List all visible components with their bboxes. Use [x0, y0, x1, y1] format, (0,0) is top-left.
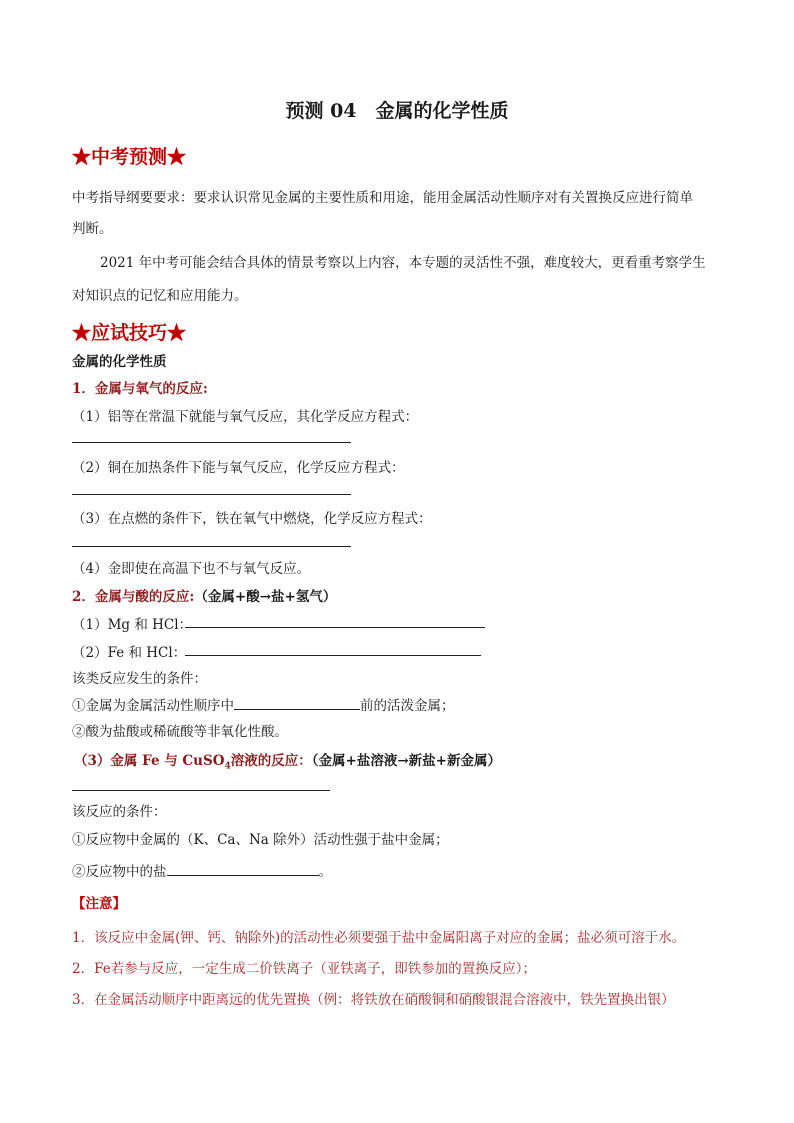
answer-line [72, 790, 330, 791]
item3-heading-red-a: （3）金属 Fe 与 CuSO [74, 753, 225, 769]
answer-blank [234, 695, 360, 710]
subheading: 金属的化学性质 [72, 354, 167, 370]
paragraph-forecast-line1: 2021 年中考可能会结合具体的情景考察以上内容，本专题的灵活性不强，难度较大，更看重考察学生 [100, 255, 706, 271]
item2-heading [72, 585, 336, 605]
notice-item1: 1．该反应中金属(钾、钙、钠除外)的活动性必须要强于盐中金属阳离子对应的金属；盐必须可溶于水。 [72, 930, 686, 946]
answer-blank [167, 861, 319, 876]
item3-condition2-after: 。 [318, 864, 332, 880]
paragraph-forecast-line2: 对知识点的记忆和应用能力。 [72, 288, 248, 304]
item3-heading [74, 749, 501, 772]
item2-condition1-after: 前的活泼金属； [360, 698, 455, 714]
item3-heading-subscript: 4 [224, 761, 231, 772]
answer-line [185, 627, 485, 628]
section-heading-forecast: ★中考预测★ [72, 146, 187, 168]
page-title: 预测 04 金属的化学性质 [285, 100, 509, 122]
notice-title: 【注意】 [72, 896, 126, 912]
paragraph-guideline-line1: 中考指导纲要要求：要求认识常见金属的主要性质和用途，能用金属活动性顺序对有关置换反应进行简单 [72, 190, 693, 206]
item2-fe: （2）Fe 和 HCl： [72, 645, 187, 661]
paragraph-guideline-line2: 判断。 [72, 221, 113, 237]
item3-heading-formula: （金属+盐溶液→新盐+新金属） [311, 753, 501, 769]
item2-mg: （1）Mg 和 HCl： [72, 617, 193, 633]
item2-condition-title: 该类反应发生的条件： [72, 671, 207, 687]
answer-line [72, 546, 351, 547]
item3-condition1: ①反应物中金属的（K、Ca、Na 除外）活动性强于盐中金属； [72, 832, 449, 848]
answer-line [185, 655, 481, 656]
item2-heading-red: 2．金属与酸的反应: [72, 589, 195, 605]
item3-condition2-before: ②反应物中的盐 [72, 864, 167, 880]
item1-question3: （3）在点燃的条件下，铁在氧气中燃烧，化学反应方程式： [72, 511, 432, 527]
item2-condition1 [72, 694, 455, 714]
answer-line [72, 494, 351, 495]
item3-condition-title: 该反应的条件： [72, 804, 167, 820]
section-heading-skills: ★应试技巧★ [72, 322, 187, 344]
item1-question1: （1）铝等在常温下就能与氧气反应，其化学反应方程式： [72, 409, 419, 425]
item1-question4: （4）金即使在高温下也不与氧气反应。 [72, 561, 311, 577]
item2-condition2: ②酸为盐酸或稀硫酸等非氧化性酸。 [72, 724, 288, 740]
item2-heading-formula: （金属+酸→盐+氢气） [194, 589, 337, 605]
item3-heading-red-b: 溶液的反应： [230, 753, 312, 769]
notice-item3: 3．在金属活动顺序中距离远的优先置换（例：将铁放在硝酸铜和硝酸银混合溶液中，铁先置换出银） [72, 992, 675, 1008]
item3-condition2 [72, 860, 332, 880]
item2-condition1-before: ①金属为金属活动性顺序中 [72, 698, 234, 714]
answer-line [72, 442, 351, 443]
item1-question2: （2）铜在加热条件下能与氧气反应，化学反应方程式： [72, 460, 405, 476]
item1-heading: 1．金属与氧气的反应: [72, 381, 208, 397]
notice-item2: 2．Fe若参与反应，一定生成二价铁离子（亚铁离子，即铁参加的置换反应）； [72, 961, 536, 977]
